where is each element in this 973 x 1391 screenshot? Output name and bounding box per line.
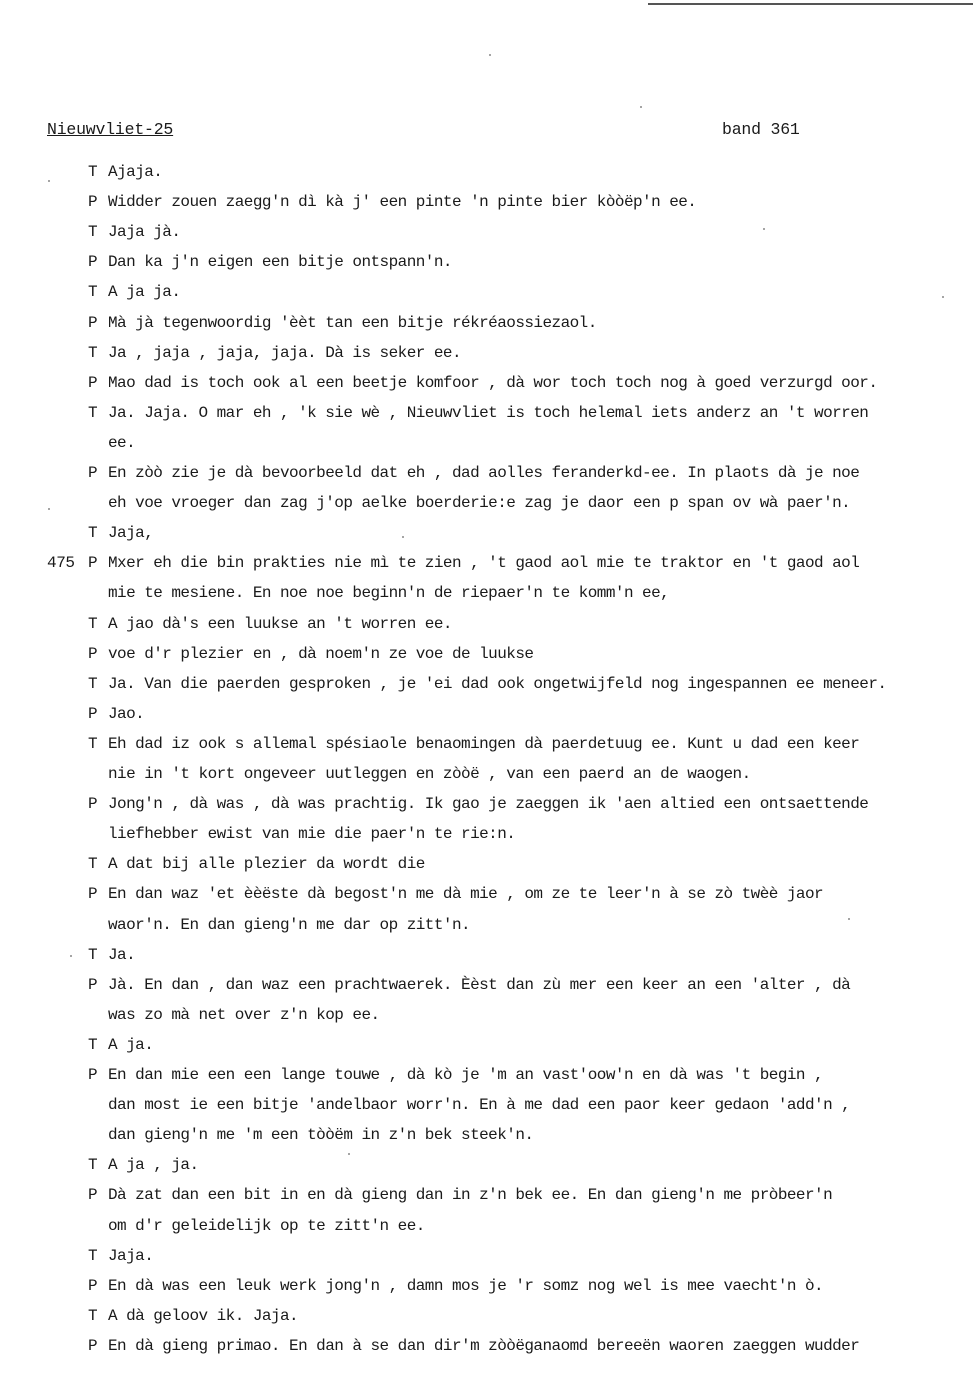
scan-speck xyxy=(48,180,50,182)
scan-speck xyxy=(70,955,72,957)
utterance-line: A dat bij alle plezier da wordt die xyxy=(108,855,425,873)
utterance-line: Jà. En dan , dan waz een prachtwaerek. Èèst dan zù mer een keer an een 'alter , dà xyxy=(108,976,851,994)
utterance-line: Jao. xyxy=(108,705,145,723)
speaker-label: P xyxy=(88,314,98,332)
utterance-line: En dà gieng primao. En dan à se dan dir'm zòòëganaomd bereeën waoren zaeggen wudder xyxy=(108,1337,860,1355)
utterance-line: Jaja, xyxy=(108,524,154,542)
speaker-label: T xyxy=(88,735,98,753)
speaker-label: P xyxy=(88,705,98,723)
utterance-line: waor'n. En dan gieng'n me dar op zitt'n. xyxy=(108,916,471,934)
speaker-label: T xyxy=(88,1307,98,1325)
speaker-label: T xyxy=(88,223,98,241)
scan-speck xyxy=(489,54,491,56)
utterance-line: En dà was een leuk werk jong'n , damn mos je 'r somz nog wel is mee vaecht'n ò. xyxy=(108,1277,824,1295)
speaker-label: T xyxy=(88,855,98,873)
utterance-line: Mà jà tegenwoordig 'èèt tan een bitje rékréaossiezaol. xyxy=(108,314,597,332)
scan-speck xyxy=(348,1153,350,1155)
speaker-label: P xyxy=(88,645,98,663)
speaker-label: T xyxy=(88,524,98,542)
utterance-line: nie in 't kort ongeveer uutleggen en zòòë , van een paerd an de waogen. xyxy=(108,765,751,783)
utterance-line: Dà zat dan een bit in en dà gieng dan in z'n bek ee. En dan gieng'n me pròbeer'n xyxy=(108,1186,833,1204)
utterance-line: Ja. xyxy=(108,946,136,964)
utterance-line: Eh dad iz ook s allemal spésiaole benaomingen dà paerdetuug ee. Kunt u dad een keer xyxy=(108,735,860,753)
utterance-line: ee. xyxy=(108,434,136,452)
speaker-label: P xyxy=(88,193,98,211)
utterance-line: dan gieng'n me 'm een tòòëm in z'n bek steek'n. xyxy=(108,1126,534,1144)
utterance-line: En dan waz 'et èèëste dà begost'n me dà mie , om ze te leer'n à se zò twèè jaor xyxy=(108,885,824,903)
utterance-line: Jaja jà. xyxy=(108,223,181,241)
speaker-label: T xyxy=(88,615,98,633)
speaker-label: P xyxy=(88,1186,98,1204)
utterance-line: Widder zouen zaegg'n dì kà j' een pinte 'n pinte bier kòòëp'n ee. xyxy=(108,193,697,211)
utterance-line: A dà geloov ik. Jaja. xyxy=(108,1307,299,1325)
scan-speck xyxy=(942,296,944,298)
utterance-line: A ja , ja. xyxy=(108,1156,199,1174)
utterance-line: En zòò zie je dà bevoorbeeld dat eh , dad aolles feranderkd-ee. In plaots dà je noe xyxy=(108,464,860,482)
scan-speck xyxy=(402,536,404,538)
speaker-label: P xyxy=(88,976,98,994)
utterance-line: eh voe vroeger dan zag j'op aelke boerderie:e zag je daor een p span ov wà paer'n. xyxy=(108,494,851,512)
utterance-line: mie te mesiene. En noe noe beginn'n de riepaer'n te komm'n ee, xyxy=(108,584,670,602)
utterance-line: Dan ka j'n eigen een bitje ontspann'n. xyxy=(108,253,452,271)
speaker-label: T xyxy=(88,404,98,422)
utterance-line: Jaja. xyxy=(108,1247,154,1265)
document-title: Nieuwvliet-25 xyxy=(47,120,174,139)
scan-speck xyxy=(640,106,642,108)
speaker-label: P xyxy=(88,1066,98,1084)
speaker-label: P xyxy=(88,253,98,271)
speaker-label: T xyxy=(88,344,98,362)
utterance-line: Jong'n , dà was , dà was prachtig. Ik gao je zaeggen ik 'aen altied een ontsaettende xyxy=(108,795,869,813)
line-number: 475 xyxy=(47,554,75,572)
scan-speck xyxy=(48,508,50,510)
speaker-label: T xyxy=(88,1156,98,1174)
speaker-label: T xyxy=(88,1036,98,1054)
utterance-line: voe d'r plezier en , dà noem'n ze voe de luukse xyxy=(108,645,534,663)
utterance-line: A ja. xyxy=(108,1036,154,1054)
utterance-line: En dan mie een een lange touwe , dà kò je 'm an vast'oow'n en dà was 't begin , xyxy=(108,1066,824,1084)
scan-speck xyxy=(763,228,765,230)
utterance-line: A jao dà's een luukse an 't worren ee. xyxy=(108,615,452,633)
speaker-label: T xyxy=(88,283,98,301)
speaker-label: T xyxy=(88,675,98,693)
speaker-label: T xyxy=(88,946,98,964)
utterance-line: liefhebber ewist van mie die paer'n te rie:n. xyxy=(108,825,516,843)
utterance-line: dan most ie een bitje 'andelbaor worr'n. En à me dad een paor keer gedaon 'add'n , xyxy=(108,1096,851,1114)
utterance-line: Mxer eh die bin prakties nie mì te zien , 't gaod aol mie te traktor en 't gaod aol xyxy=(108,554,860,572)
speaker-label: T xyxy=(88,1247,98,1265)
speaker-label: P xyxy=(88,795,98,813)
speaker-label: P xyxy=(88,554,98,572)
speaker-label: P xyxy=(88,1277,98,1295)
utterance-line: A ja ja. xyxy=(108,283,181,301)
utterance-line: was zo mà net over z'n kop ee. xyxy=(108,1006,380,1024)
utterance-line: Ja. Van die paerden gesproken , je 'ei dad ook ongetwijfeld nog ingespannen ee meneer. xyxy=(108,675,887,693)
utterance-line: om d'r geleidelijk op te zitt'n ee. xyxy=(108,1217,425,1235)
speaker-label: P xyxy=(88,374,98,392)
utterance-line: Ja. Jaja. O mar eh , 'k sie wè , Nieuwvliet is toch helemal iets anderz an 't worren xyxy=(108,404,869,422)
speaker-label: T xyxy=(88,163,98,181)
utterance-line: Mao dad is toch ook al een beetje komfoor , dà wor toch toch nog à goed verzurgd oor. xyxy=(108,374,878,392)
utterance-line: Ajaja. xyxy=(108,163,163,181)
speaker-label: P xyxy=(88,464,98,482)
speaker-label: P xyxy=(88,1337,98,1355)
utterance-line: Ja , jaja , jaja, jaja. Dà is seker ee. xyxy=(108,344,462,362)
speaker-label: P xyxy=(88,885,98,903)
scan-speck xyxy=(848,918,850,920)
band-number: band 361 xyxy=(722,120,800,139)
top-rule xyxy=(648,3,973,5)
